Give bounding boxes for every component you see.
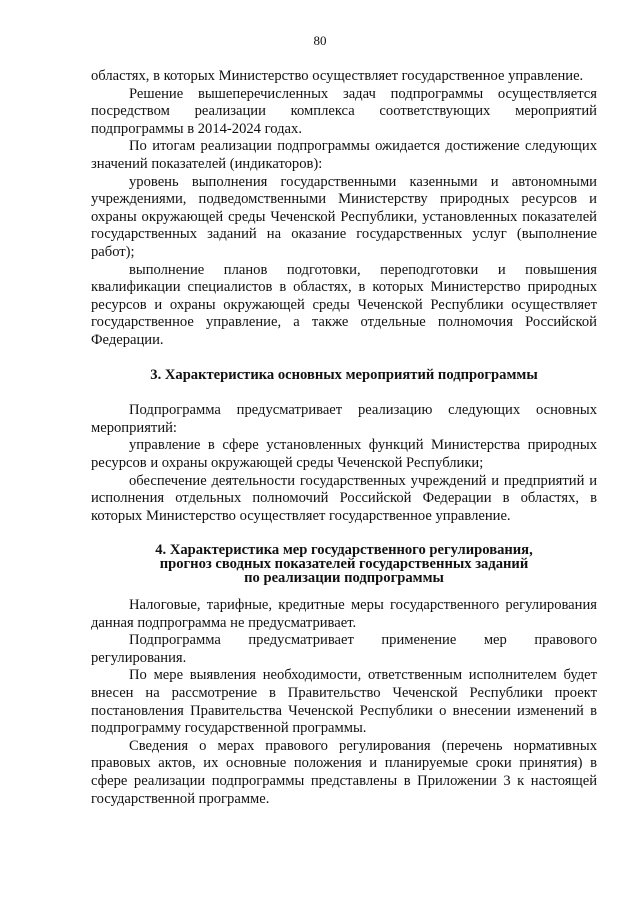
paragraph: обеспечение деятельности государственных учреждений и предприятий и исполнения отдельных полномочий Российской Федерации в областях, в которых Министерство осуществляет государственное управление. (91, 472, 597, 524)
paragraph: уровень выполнения государственными казенными и автономными учреждениями, подведомственными Министерству природных ресурсов и охраны окружающей среды Чеченской Республики, установленных показателей государственных заданий на оказание государственных услуг (выполнение работ); (91, 173, 597, 260)
page-number: 80 (313, 33, 327, 48)
paragraph: областях, в которых Министерство осуществляет государственное управление. (91, 68, 584, 84)
paragraph: Подпрограмма предусматривает реализацию следующих основных мероприятий: (91, 402, 597, 436)
paragraph: По итогам реализации подпрограммы ожидается достижение следующих значений показателей (индикаторов): (91, 138, 597, 172)
section-4-heading-line: по реализации подпрограммы (244, 570, 444, 587)
paragraph: Решение вышеперечисленных задач подпрограммы осуществляется посредством реализации комплекса соответствующих мероприятий подпрограммы в 2014-2024 годах. (91, 85, 597, 137)
paragraph: управление в сфере установленных функций Министерства природных ресурсов и охраны окружающей среды Чеченской Республики; (91, 437, 597, 472)
paragraph: выполнение планов подготовки, переподготовки и повышения квалификации специалистов в областях, в которых Министерство природных ресурсов и охраны окружающей среды Чеченской Республики осуществляет государственное управление, а также отдельные полномочия Российской Федерации. (91, 261, 597, 348)
paragraph: Налоговые, тарифные, кредитные меры государственного регулирования данная подпрограмма не предусматривает. (91, 597, 597, 631)
paragraph: Сведения о мерах правового регулирования (перечень нормативных правовых актов, их основные положения и планируемые сроки принятия) в сфере реализации подпрограммы представлены в Приложении 3 к настоящей государственной программе. (91, 737, 597, 807)
section-4-heading-line: прогноз сводных показателей государственных заданий (159, 556, 529, 573)
section-3-heading: 3. Характеристика основных мероприятий подпрограммы (150, 367, 538, 384)
document-body (91, 68, 597, 808)
paragraph: Подпрограмма предусматривает применение мер правового регулирования. (91, 632, 597, 666)
section-4-heading-line: 4. Характеристика мер государственного регулирования, (155, 542, 533, 559)
paragraph: По мере выявления необходимости, ответственным исполнителем будет внесен на рассмотрение в Правительство Чеченской Республики проект постановления Правительства Чеченской Республики о внесении изменений в подпрограмму государственной программы. (91, 667, 597, 737)
